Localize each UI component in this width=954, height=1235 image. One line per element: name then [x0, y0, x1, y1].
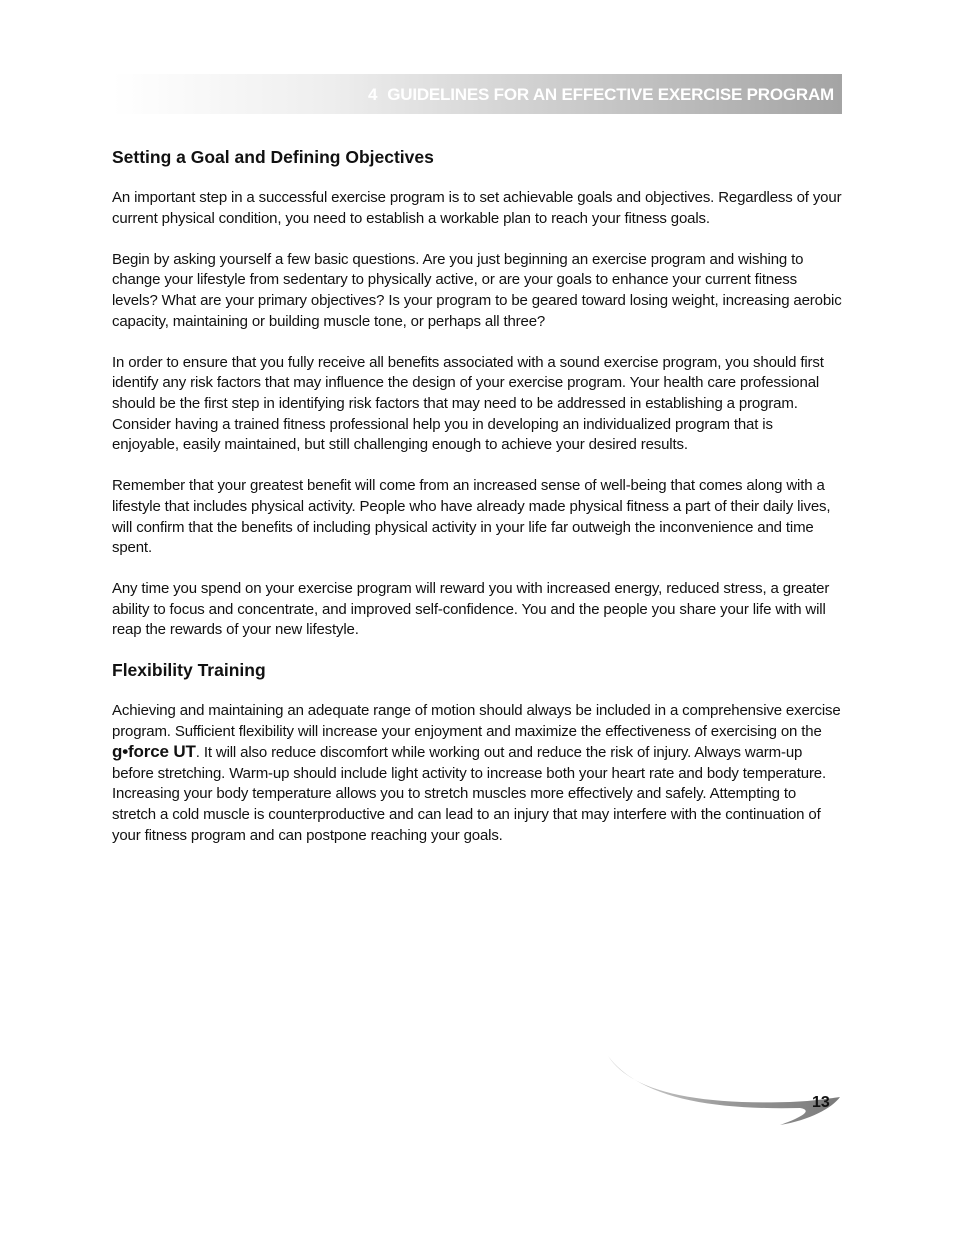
flexibility-paragraph — [112, 701, 842, 846]
page-content — [112, 146, 842, 846]
product-brand-name: g•force UT — [112, 742, 196, 762]
chapter-header-title — [368, 85, 834, 105]
chapter-title: GUIDELINES FOR AN EFFECTIVE EXERCISE PROGRAM — [387, 85, 834, 104]
paragraph: In order to ensure that you fully receive all benefits associated with a sound exercise program, you should first identify any risk factors that may influence the design of your exercise program. Your health care professional should be the first step in identifying risk factors that may need to be addressed in establishing a program. Consider having a trained fitness professional help you in developing an individualized program that is enjoyable, easily maintained, but still challenging enough to achieve your desired results. — [112, 353, 824, 454]
swoosh-icon — [600, 1050, 845, 1130]
paragraph: Remember that your greatest benefit will come from an increased sense of well-being that comes along with a lifestyle that includes physical activity. People who have already made physical fitness a part of their daily lives, will confirm that the benefits of including physical activity in your life far outweigh the inconvenience and time spent. — [112, 477, 831, 557]
chapter-number: 4 — [367, 85, 378, 104]
paragraph: An important step in a successful exercise program is to set achievable goals and objectives. Regardless of your current physical condition, you need to establish a workable plan to reach your fitness goals. — [112, 189, 842, 227]
paragraph-text: . It will also reduce discomfort while working out and reduce the risk of injury. Always warm-up before stretching. Warm-up should include light activity to increase both your heart rate and body temperature. Increasing your body temperature allows you to stretch muscles more effectively and safely. Attempting to stretch a cold muscle is counterproductive and can lead to an injury that may interfere with the continuation of your fitness program and can postpone reaching your goals. — [112, 744, 827, 844]
section-heading-flexibility: Flexibility Training — [112, 660, 266, 681]
paragraph: Any time you spend on your exercise program will reward you with increased energy, reduced stress, a greater ability to focus and concentrate, and improved self-confidence. You and the people you share your life with will reap the rewards of your new lifestyle. — [112, 580, 830, 639]
paragraph: Begin by asking yourself a few basic questions. Are you just beginning an exercise program and wishing to change your lifestyle from sedentary to physically active, or are your goals to enhance your current fitness levels? What are your primary objectives? Is your program to be geared toward losing weight, increasing aerobic capacity, maintaining or building muscle tone, or perhaps all three? — [112, 250, 842, 330]
chapter-header-band — [112, 74, 842, 114]
paragraph-text: Achieving and maintaining an adequate range of motion should always be included in a comprehensive exercise program. Sufficient flexibility will increase your enjoyment and maximize the effectiveness of exercising on the — [112, 702, 841, 740]
page-number: 13 — [812, 1094, 830, 1111]
section-heading-goals: Setting a Goal and Defining Objectives — [112, 147, 434, 167]
